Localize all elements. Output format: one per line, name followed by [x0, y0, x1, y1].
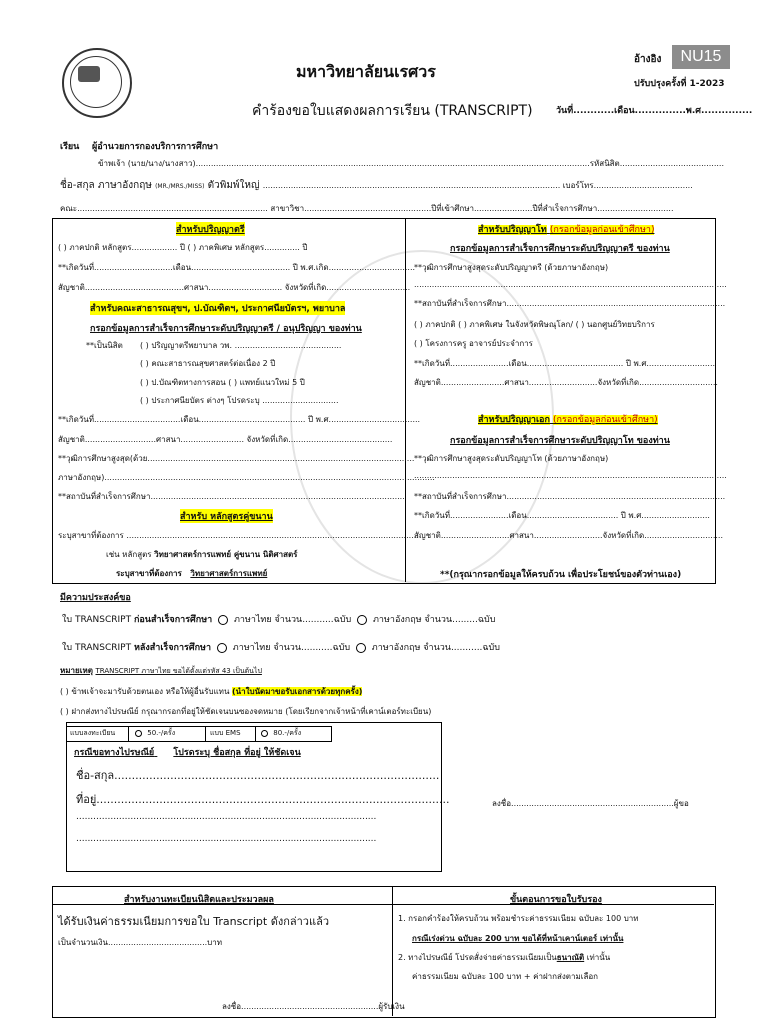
doctor-nationality-line[interactable]: สัญชาติ...........................ศาสนา...........................จังหวัดที่เกิด............................... — [414, 531, 723, 540]
master-degree-label: **วุฒิการศึกษาสูงสุดระดับปริญญาตรี (ด้วยภาษาอังกฤษ) — [414, 263, 609, 272]
faculty-special-title: สำหรับคณะสาธารณสุขฯ, ป.บัณฑิตฯ, ประกาศนียบัตรฯ, พยาบาล — [90, 301, 345, 315]
transcript-label: ใบ TRANSCRIPT — [62, 615, 132, 625]
registered-price: 50.-/ครั้ง — [147, 729, 176, 737]
parallel-program-title: สำหรับ หลักสูตรคู่ขนาน — [180, 509, 273, 523]
master-birth-line[interactable]: **เกิดวันที่.......................เดือน...................................... ปี พ.ศ........................... — [414, 359, 716, 368]
doctor-fill-note: กรอกข้อมูลการสำเร็จการศึกษาระดับปริญญาโท ของท่าน — [450, 436, 670, 446]
as-student-label: **เป็นนิสิต — [86, 341, 123, 350]
remark-label: หมายเหตุ — [60, 666, 93, 675]
pickup-option[interactable] — [60, 685, 362, 698]
ems-option[interactable] — [258, 728, 301, 739]
parallel-example-value: วิทยาศาสตร์การแพทย์ คู่ขนาน นิติศาสตร์ — [154, 550, 298, 559]
parallel-required — [116, 567, 267, 580]
procedure-urgent: กรณีเร่งด่วน ฉบับละ 200 บาท ขอได้ที่หน้าเคาน์เตอร์ เท่านั้น — [412, 934, 624, 943]
pickup-note: (นำใบนัดมาขอรับเอกสารด้วยทุกครั้ง) — [231, 687, 363, 696]
mail-address-field[interactable]: ที่อยู่..................................................................................................... — [76, 793, 450, 806]
thai-copies-radio[interactable] — [218, 615, 228, 625]
phone-field: ..................................................................................................................... เบอร์โทร....................................... — [262, 181, 693, 190]
doctor-degree-label: **วุฒิการศึกษาสูงสุดระดับปริญญาโท (ด้วยภาษาอังกฤษ) — [414, 454, 609, 463]
option-nursing[interactable]: ( ) ปริญญาตรีพยาบาล วพ. .......................................... — [140, 341, 342, 350]
before-graduation-label: ก่อนสำเร็จการศึกษา — [133, 615, 213, 625]
applicant-name-line[interactable]: ข้าพเจ้า (นาย/นาง/นางสาว)...........................................................................................................................................................รหัสนิสิต......................................... — [98, 159, 724, 168]
pickup-text: ( ) ข้าพเจ้าจะมารับด้วยตนเอง หรือให้ผู้อื่นรับแทน — [60, 687, 230, 696]
english-copies-radio-2[interactable] — [356, 643, 366, 653]
ref-label: อ้างอิง — [634, 54, 662, 65]
mail-type-divider-3 — [255, 726, 256, 741]
purpose-row-before-graduation — [62, 612, 495, 626]
mail-address-line-3[interactable]: ......................................................................................................... — [76, 834, 377, 844]
bachelor-nationality-line[interactable]: สัญชาติ.......................................ศาสนา............................. จังหวัดที่เกิด................................. — [58, 283, 411, 292]
addressee: ผู้อำนวยการกองบริการการศึกษา — [92, 142, 219, 152]
master-title — [478, 222, 654, 236]
doctor-title-text: สำหรับปริญญาเอก — [478, 415, 550, 425]
master-fill-note: กรอกข้อมูลการสำเร็จการศึกษาระดับปริญญาตรี ของท่าน — [450, 244, 670, 254]
applicant-signature-line[interactable]: ลงชื่อ................................................................ผู้ขอ — [492, 799, 689, 808]
remark-text: TRANSCRIPT ภาษาไทย ขอได้ตั้งแต่รหัส 43 เป็นต้นไป — [95, 667, 262, 675]
step2-only: เท่านั้น — [586, 953, 611, 962]
procedure-step-1: 1. กรอกคำร้องให้ครบถ้วน พร้อมชำระค่าธรรมเนียม ฉบับละ 100 บาท — [398, 914, 639, 923]
master-note: (กรอกข้อมูลก่อนเข้าศึกษา) — [549, 225, 655, 235]
thai-copies-after[interactable]: ภาษาไทย จำนวน...........ฉบับ — [232, 643, 351, 653]
english-name-line[interactable] — [60, 178, 693, 193]
parallel-program-line[interactable]: ระบุสาขาที่ต้องการ ................................................................................................................... — [58, 531, 419, 540]
fill-bachelor-note: กรอกข้อมูลการสำเร็จการศึกษาระดับปริญญาตรี / อนุปริญญา ของท่าน — [90, 324, 362, 334]
mail-name-field[interactable]: ชื่อ-สกุล............................................................................................. — [76, 769, 440, 782]
faculty-birth-line[interactable]: **เกิดวันที่..................................เดือน.......................................... ปี พ.ศ.................................... — [58, 415, 421, 424]
master-teacher-option[interactable]: ( ) โครงการครู อาจารย์ประจำการ — [414, 339, 533, 348]
procedure-step-2-fee: ค่าธรรมเนียม ฉบับละ 100 บาท + ค่าฝากส่งตามเลือก — [412, 972, 598, 981]
doctor-birth-line[interactable]: **เกิดวันที่.......................เดือน.................................... ปี พ.ศ........................... — [414, 511, 710, 520]
after-graduation-label: หลังสำเร็จการศึกษา — [133, 643, 212, 653]
mail-address-line-2[interactable]: ......................................................................................................... — [76, 812, 377, 822]
faculty-degree-english-line[interactable]: ภาษาอังกฤษ).................................................................................................................................. — [58, 473, 435, 482]
university-name: มหาวิทยาลัยนเรศวร — [296, 62, 436, 81]
subject-label: เรียน — [60, 142, 80, 152]
registrar-header: สำหรับงานทะเบียนนิสิตและประมวลผล — [124, 895, 274, 905]
purpose-title: มีความประสงค์ขอ — [60, 593, 131, 603]
option-public-health[interactable]: ( ) คณะสาธารณสุขศาสตร์ต่อเนื่อง 2 ปี — [140, 359, 276, 368]
procedure-step-2 — [398, 951, 610, 964]
master-program-options[interactable]: ( ) ภาคปกติ ( ) ภาคพิเศษ ในจังหวัดพิษณุโลก/ ( ) นอกศูนย์วิทยบริการ — [414, 320, 655, 329]
english-copies-radio[interactable] — [357, 615, 367, 625]
mail-type-divider-2 — [205, 726, 206, 741]
english-name-label: ชื่อ-สกุล ภาษาอังกฤษ — [60, 180, 152, 191]
faculty-degree-line[interactable]: **วุฒิการศึกษาสูงสุด(ด้วย......................................................................................................... — [58, 454, 415, 463]
university-seal-logo — [62, 48, 132, 118]
transcript-label-2: ใบ TRANSCRIPT — [62, 643, 132, 653]
ems-label: แบบ EMS — [210, 729, 241, 737]
doctor-note: (กรอกข้อมูลก่อนเข้าศึกษา) — [553, 415, 658, 425]
mail-type-divider-1 — [128, 726, 129, 741]
mail-instruction-label: กรณีขอทางไปรษณีย์ — [74, 748, 155, 758]
form-code-badge: NU15 — [672, 45, 730, 69]
ems-radio[interactable] — [261, 730, 268, 737]
seal-emblem — [78, 66, 100, 82]
step2-text: 2. ทางไปรษณีย์ โปรดสั่งจ่ายค่าธรรมเนียมเป็น — [398, 953, 557, 962]
registered-mail-option[interactable] — [132, 728, 175, 739]
parallel-example-label: เช่น หลักสูตร — [106, 550, 152, 559]
parallel-required-value: วิทยาศาสตร์การแพทย์ — [190, 569, 268, 578]
option-teaching-medical[interactable]: ( ) ป.บัณฑิตทางการสอน ( ) แพทย์แนวใหม่ 5 ปี — [140, 378, 305, 387]
mail-option[interactable]: ( ) ฝากส่งทางไปรษณีย์ กรุณากรอกที่อยู่ให้ชัดเจนบนซองจดหมาย (โดยเรียกจากเจ้าหน้าที่เคาน์เตอร์ทะเบียน) — [60, 707, 432, 716]
registered-mail-label: แบบลงทะเบียน — [70, 729, 116, 737]
complete-info-footnote: **(กรุณากรอกข้อมูลให้ครบถ้วน เพื่อประโยชน์ของตัวท่านเอง) — [440, 570, 682, 580]
mail-instruction-text: โปรดระบุ ชื่อสกุล ที่อยู่ ให้ชัดเจน — [173, 748, 301, 758]
parallel-example — [106, 548, 297, 561]
fee-amount-line[interactable]: เป็นจำนวนเงิน.......................................บาท — [58, 938, 223, 947]
mail-instruction — [74, 745, 301, 759]
english-copies-after[interactable]: ภาษาอังกฤษ จำนวน...........ฉบับ — [371, 643, 500, 653]
doctor-institution-line[interactable]: **สถาบันที่สำเร็จการศึกษา...................................................................................... — [414, 492, 726, 501]
table-column-divider — [392, 886, 393, 1016]
option-certificate[interactable]: ( ) ประกาศนียบัตร ต่างๆ โปรดระบุ .............................. — [140, 396, 339, 405]
bachelor-birth-line[interactable]: **เกิดวันที่...............................เดือน....................................... ปี พ.ศ.เกิด.................................. — [58, 263, 416, 272]
fee-received-text: ได้รับเงินค่าธรรมเนียมการขอใบ Transcript ดังกล่าวแล้ว — [58, 915, 329, 928]
date-line: วันที่............เดือน...............พ.ศ............... — [556, 106, 753, 116]
master-degree-field[interactable]: ........................................................................................................................... — [414, 280, 727, 289]
doctor-degree-field[interactable]: ........................................................................................................................... — [414, 471, 727, 480]
form-title: คำร้องขอใบแสดงผลการเรียน (TRANSCRIPT) — [252, 103, 533, 119]
revision-text: ปรับปรุงครั้งที่ 1-2023 — [634, 79, 725, 89]
doctor-title — [478, 412, 658, 426]
master-institution-line[interactable]: **สถาบันที่สำเร็จการศึกษา...................................................................................... — [414, 299, 726, 308]
ems-price: 80.-/ครั้ง — [273, 729, 302, 737]
parallel-required-label: ระบุสาขาที่ต้องการ — [116, 569, 182, 578]
title-abbrev: (MR./MRS./MISS) — [155, 183, 205, 190]
faculty-nationality-line[interactable]: สัญชาติ............................ศาสนา......................... จังหวัดที่เกิด......................................... — [58, 435, 393, 444]
registered-radio[interactable] — [135, 730, 142, 737]
uppercase-note: ตัวพิมพ์ใหญ่ — [207, 180, 260, 191]
master-nationality-line[interactable]: สัญชาติ.........................ศาสนา...........................จังหวัดที่เกิด............................... — [414, 378, 718, 387]
thai-copies-radio-2[interactable] — [217, 643, 227, 653]
faculty-line[interactable]: คณะ........................................................................... สาขาวิชา..................................................ปีที่เข้าศึกษา.......................ปีที่สำเร็จการศึกษา.............................. — [60, 204, 674, 213]
receiver-signature-line[interactable]: ลงชื่อ......................................................ผู้รับเงิน — [222, 1002, 405, 1011]
step2-money-order: ธนาณัติ — [556, 953, 585, 962]
seal-inner-ring — [70, 56, 122, 108]
remark-line — [60, 664, 262, 677]
purpose-row-after-graduation — [62, 640, 500, 654]
bachelor-options[interactable]: ( ) ภาคปกติ หลักสูตร.................. ปี ( ) ภาคพิเศษ หลักสูตร.............. ปี — [58, 243, 308, 252]
faculty-institution-line[interactable]: **สถาบันที่สำเร็จการศึกษา.................................................................................................... — [58, 492, 405, 501]
master-title-text: สำหรับปริญญาโท — [478, 225, 547, 235]
thai-copies-before[interactable]: ภาษาไทย จำนวน...........ฉบับ — [233, 615, 352, 625]
english-copies-before[interactable]: ภาษาอังกฤษ จำนวน.........ฉบับ — [372, 615, 496, 625]
bachelor-title: สำหรับปริญญาตรี — [176, 222, 245, 236]
procedure-header: ขั้นตอนการขอใบรับรอง — [510, 895, 602, 905]
